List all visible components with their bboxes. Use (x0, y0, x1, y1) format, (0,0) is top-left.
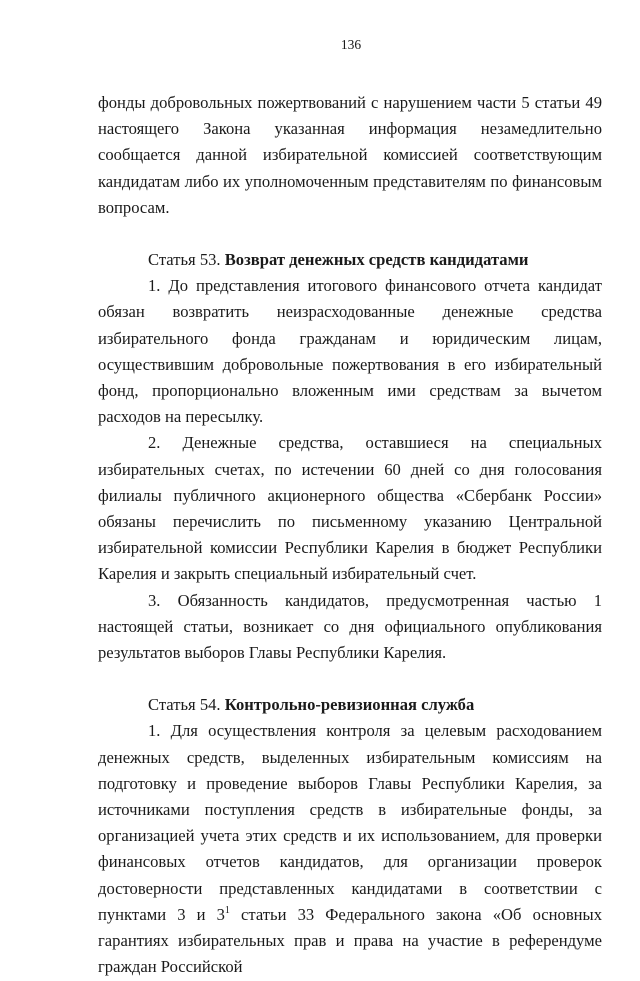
article-53-heading (98, 247, 602, 273)
article-53-paragraph-2: 2. Денежные средства, оставшиеся на специальных избирательных счетах, по истечении 60 дней со дня голосования филиалы публичного акционерного общества «Сбербанк России» обязаны перечислить по письменному указанию Центральной избирательной комиссии Республики Карелия в бюджет Республики Карелия и закрыть специальный избирательный счет. (98, 433, 602, 584)
article-54-text-part-1: 1. Для осуществления контроля за целевым расходованием денежных средств, выделенных избирательным комиссиям на подготовку и проведение выборов Главы Республики Карелия, за источниками поступления средств в избирательные фонды, за организацией учета этих средств и их использованием, для проверки финансовых отчетов кандидатов, для организации проверок достоверности представленных кандидатами в соответствии с пунктами 3 и 3 (98, 721, 602, 924)
article-53-paragraph-3: 3. Обязанность кандидатов, предусмотренная частью 1 настоящей статьи, возникает со дня официального опубликования результатов выборов Главы Республики Карелия. (98, 590, 602, 663)
article-54-paragraph-1 (98, 718, 602, 980)
article-54-title: Контрольно-ревизионная служба (224, 695, 475, 715)
continuation-paragraph: фонды добровольных пожертвований с нарушением части 5 статьи 49 настоящего Закона указанная информация незамедлительно сообщается данной избирательной комиссией соответствующим кандидатам либо их уполномоченным представителям по финансовым вопросам. (98, 93, 602, 217)
article-54-heading (98, 692, 602, 718)
article-53-label: Статья 53. (148, 250, 225, 270)
superscript-marker: 1 (224, 904, 230, 916)
page-number: 136 (340, 37, 362, 52)
article-53-title: Возврат денежных средств кандидатами (224, 250, 529, 270)
article-53-paragraph-1: 1. До представления итогового финансового отчета кандидат обязан возвратить неизрасходованные денежные средства избирательного фонда гражданам и юридическим лицам, осуществившим добровольные пожертвования в его избирательный фонд, пропорционально вложенным ими средствам за вычетом расходов на пересылку. (98, 276, 602, 427)
article-54-text-part-2: статьи 33 Федерального закона «Об основных гарантиях избирательных прав и права на участие в референдуме граждан Российской (98, 904, 602, 977)
article-54-label: Статья 54. (148, 695, 225, 715)
